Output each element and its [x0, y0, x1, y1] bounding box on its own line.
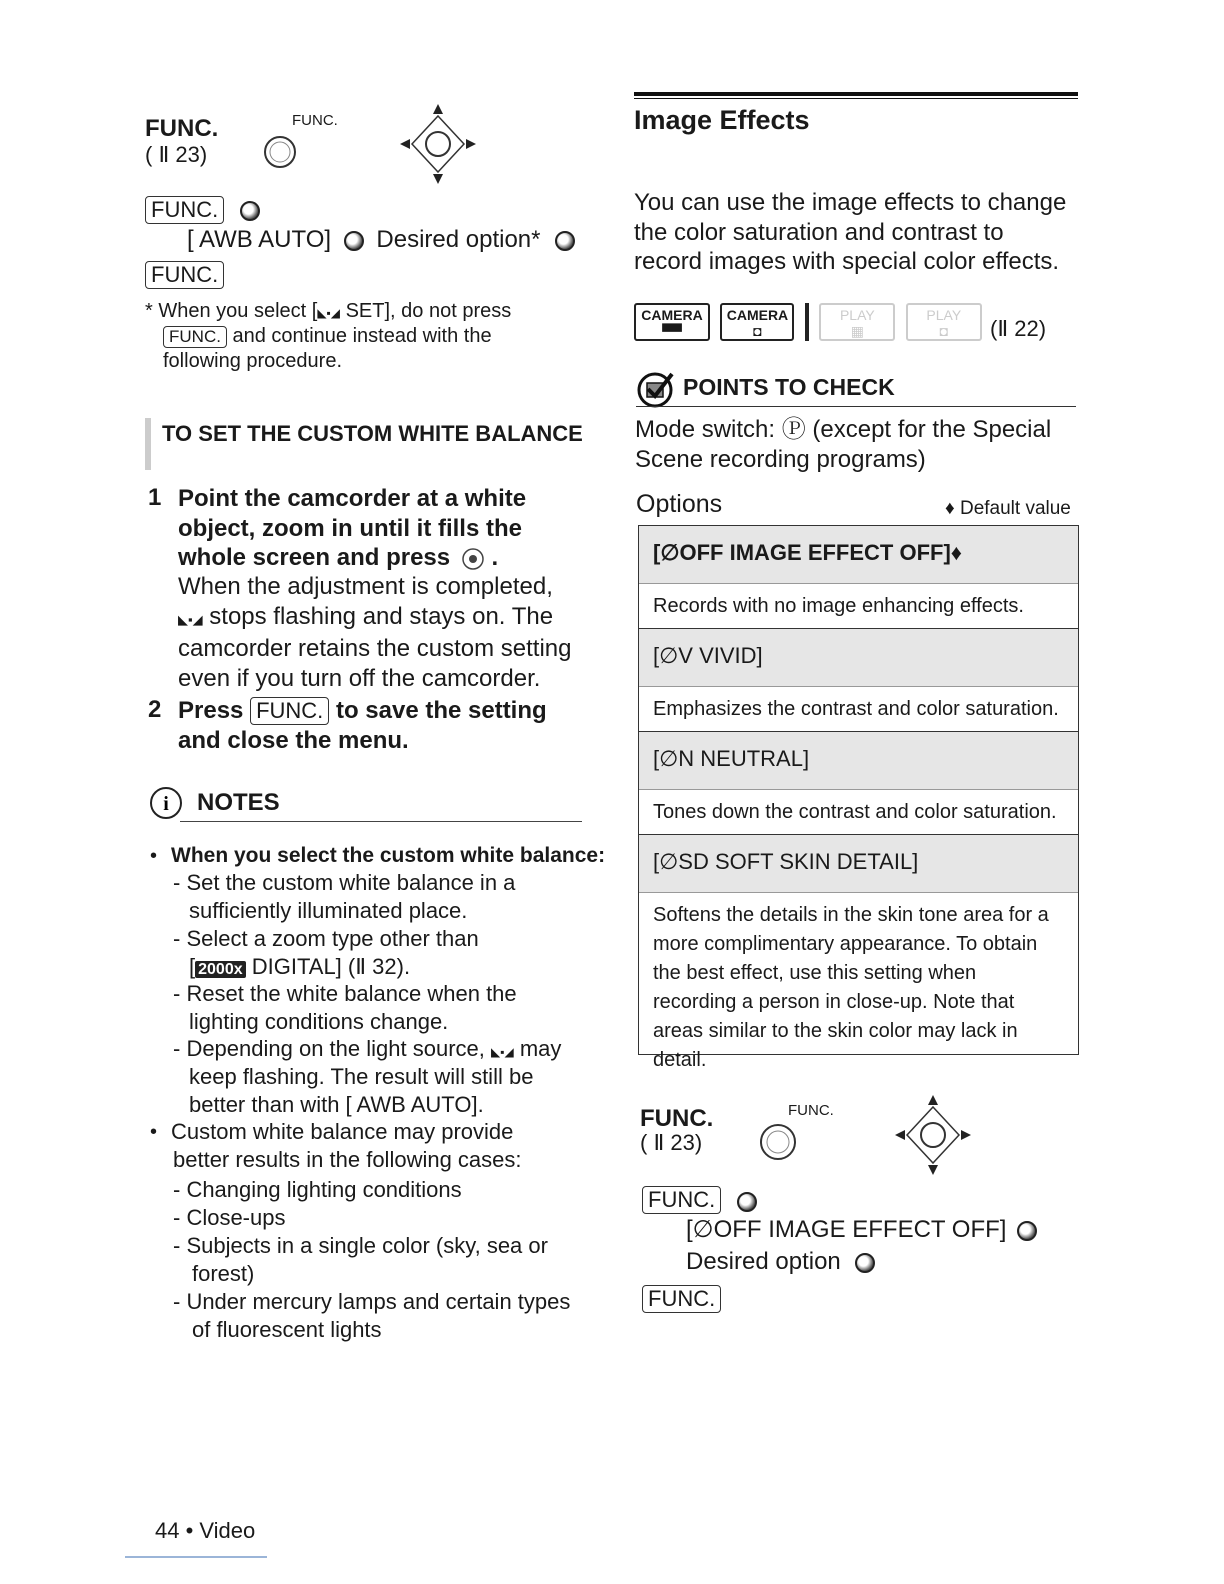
- intro-text: You can use the image effects to change: [634, 189, 1067, 216]
- note-item: - Changing lighting conditions: [173, 1177, 462, 1202]
- option-name: [∅OFF IMAGE EFFECT OFF]♦: [639, 526, 1078, 584]
- mode-icons: [634, 303, 982, 341]
- desired-option: Desired option*: [376, 226, 541, 253]
- options-label: Options: [636, 490, 723, 518]
- footnote-text: SET], do not press: [340, 300, 512, 322]
- note-item: - Reset the white balance when the: [173, 981, 517, 1006]
- mode-camera-photo: CAMERA ◘: [720, 303, 794, 341]
- step-text: Point the camcorder at a white: [178, 485, 527, 512]
- option-name: [∅N NEUTRAL]: [639, 732, 1078, 790]
- mode-camera-movie: CAMERA ▀▀: [634, 303, 710, 341]
- footnote-text: * When you select [: [145, 300, 318, 322]
- arrow-circle-icon: [344, 231, 364, 251]
- note-item: forest): [192, 1261, 255, 1286]
- step-text: Press: [178, 697, 244, 724]
- step-text: When the adjustment is completed,: [178, 573, 553, 600]
- footnote-text: following procedure.: [163, 350, 342, 372]
- step-number: 2: [148, 696, 162, 723]
- mode-separator: [805, 303, 809, 341]
- mode-switch-text: Scene recording programs): [635, 445, 926, 473]
- option-description: Tones down the contrast and color saturation.: [639, 790, 1078, 835]
- default-value-legend: ♦ Default value: [945, 498, 1071, 519]
- func-key[interactable]: FUNC.: [145, 261, 224, 289]
- points-title: POINTS TO CHECK: [683, 374, 895, 400]
- option-name: [∅SD SOFT SKIN DETAIL]: [639, 835, 1078, 893]
- mode-switch-text: Mode switch: Ⓟ (except for the Special: [635, 416, 1052, 443]
- section-top-rule-thin: [634, 98, 1078, 99]
- note-item: better results in the following cases:: [173, 1147, 522, 1172]
- func-label: FUNC.: [640, 1105, 714, 1132]
- func-key[interactable]: FUNC.: [642, 1186, 721, 1214]
- intro-text: record images with special color effects.: [634, 248, 1060, 275]
- func-button-caption: FUNC.: [788, 1102, 834, 1119]
- func-page-ref: ( Ⅱ 23): [145, 142, 208, 167]
- awb-auto-option: [ AWB AUTO]: [187, 226, 332, 253]
- option-name: [∅V VIVID]: [639, 629, 1078, 687]
- note-item: keep flashing. The result will still be: [189, 1064, 534, 1089]
- note-item: - Close-ups: [173, 1205, 286, 1230]
- note-item: DIGITAL] (Ⅱ 32).: [245, 954, 411, 979]
- option-neutral[interactable]: [639, 732, 1078, 835]
- note-item: - Depending on the light source,: [173, 1036, 485, 1061]
- section-top-rule: [634, 92, 1078, 96]
- note-item: - Under mercury lamps and certain types: [173, 1289, 571, 1314]
- func-key[interactable]: FUNC.: [250, 697, 329, 725]
- intro-text: the color saturation and contrast to: [634, 218, 1004, 246]
- note-heading: Custom white balance may provide: [171, 1119, 514, 1144]
- note-heading: When you select the custom white balance:: [171, 844, 606, 867]
- option-soft-skin-detail[interactable]: [639, 835, 1078, 1071]
- step-text: and close the menu.: [178, 726, 409, 754]
- func-key[interactable]: FUNC.: [642, 1285, 721, 1313]
- image-effect-off-option: [∅OFF IMAGE EFFECT OFF]: [686, 1216, 1007, 1243]
- func-page-ref: ( Ⅱ 23): [640, 1130, 703, 1155]
- note-item: - Set the custom white balance in a: [173, 870, 516, 895]
- joystick-icon[interactable]: [398, 102, 478, 186]
- page-footer: 44 • Video: [155, 1518, 256, 1543]
- note-item: sufficiently illuminated place.: [189, 898, 468, 923]
- points-rule: [636, 406, 1076, 407]
- page-title: Image Effects: [634, 105, 810, 135]
- mode-page-ref: (Ⅱ 22): [990, 316, 1047, 341]
- func-key[interactable]: FUNC.: [163, 326, 227, 348]
- mode-play-photo: PLAY ◘: [906, 303, 982, 341]
- custom-wb-icon: ◣▪◢: [491, 1045, 514, 1059]
- step-text: whole screen and press: [178, 544, 451, 571]
- note-item: - Subjects in a single color (sky, sea or: [173, 1233, 548, 1258]
- func-button-icon[interactable]: [262, 134, 298, 170]
- option-vivid[interactable]: [639, 629, 1078, 732]
- step-text: even if you turn off the camcorder.: [178, 664, 541, 692]
- arrow-circle-icon: [855, 1253, 875, 1273]
- notes-title: NOTES: [197, 789, 280, 816]
- note-item: - Select a zoom type other than: [173, 926, 479, 951]
- desired-option: Desired option: [686, 1248, 841, 1275]
- arrow-circle-icon: [240, 201, 260, 221]
- section-marker: [145, 418, 151, 470]
- step-number: 1: [148, 484, 162, 511]
- func-button-caption: FUNC.: [292, 112, 338, 129]
- step-text: to save the setting: [335, 697, 547, 724]
- footer-rule: [125, 1556, 267, 1558]
- notes-rule: [180, 821, 582, 822]
- checkmark-icon: [636, 369, 678, 409]
- intro-paragraph: [634, 188, 1066, 277]
- step-text: stops flashing and stays on. The: [202, 602, 554, 630]
- note-item: of fluorescent lights: [192, 1317, 382, 1342]
- note-item: may: [513, 1036, 562, 1061]
- digital-zoom-badge: 2000x: [195, 961, 246, 978]
- footnote-text: and continue instead with the: [226, 325, 492, 347]
- note-item: better than with [ AWB AUTO].: [189, 1092, 484, 1117]
- note-item: [: [189, 954, 196, 979]
- func-button-icon[interactable]: [758, 1122, 798, 1162]
- func-key[interactable]: FUNC.: [145, 196, 224, 224]
- arrow-circle-icon: [1017, 1221, 1037, 1241]
- section-title: TO SET THE CUSTOM WHITE BALANCE: [162, 421, 583, 446]
- joystick-press-icon: [461, 547, 485, 571]
- mode-play-movie: PLAY ▦: [819, 303, 895, 341]
- option-description: Records with no image enhancing effects.: [639, 584, 1078, 629]
- option-description: Emphasizes the contrast and color saturation.: [639, 687, 1078, 732]
- arrow-circle-icon: [737, 1192, 757, 1212]
- note-item: lighting conditions change.: [189, 1009, 449, 1034]
- arrow-circle-icon: [555, 231, 575, 251]
- options-table: [638, 525, 1079, 1071]
- func-label: FUNC.: [145, 115, 219, 142]
- step-text: object, zoom in until it fills the: [178, 514, 522, 542]
- joystick-icon[interactable]: [893, 1093, 973, 1177]
- step-text: camcorder retains the custom setting: [178, 635, 572, 662]
- procedure-line: [187, 226, 575, 254]
- custom-wb-icon: ◣▪◢: [317, 306, 341, 320]
- custom-wb-icon: ◣▪◢: [178, 611, 203, 627]
- option-image-effect-off[interactable]: [639, 526, 1078, 629]
- info-icon: [148, 785, 184, 821]
- svg-text:i: i: [163, 793, 169, 815]
- option-description: Softens the details in the skin tone area for a more complimentary appearance. To obtain the best effect, use this setting when recording a person in close-up. Note that areas similar to the skin color may lack in detail.: [639, 893, 1078, 1055]
